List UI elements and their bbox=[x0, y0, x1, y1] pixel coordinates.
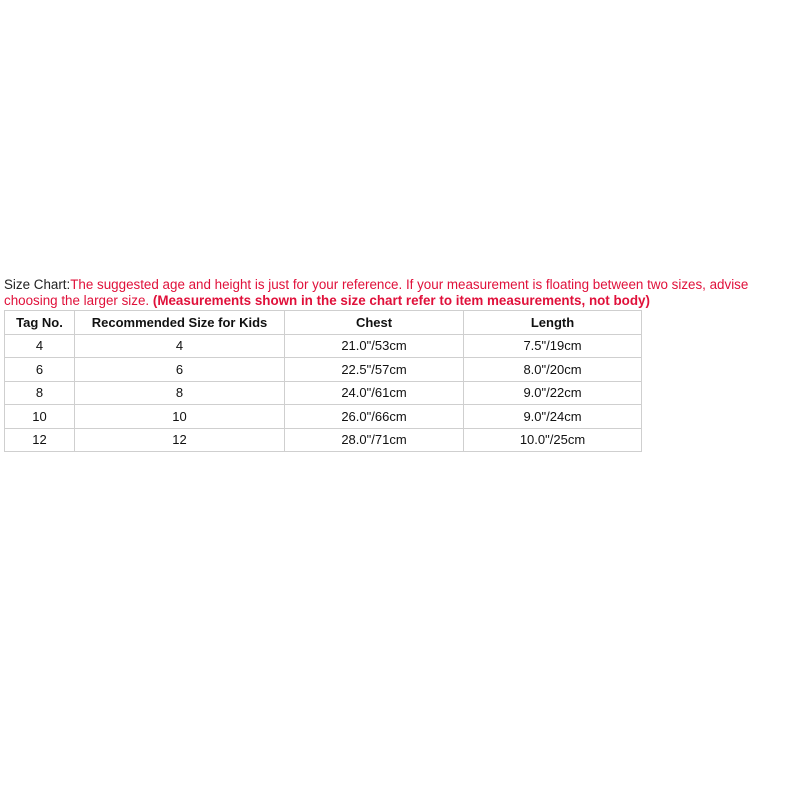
cell-length: 10.0"/25cm bbox=[464, 428, 642, 452]
size-chart-intro bbox=[4, 277, 796, 309]
header-chest: Chest bbox=[285, 311, 464, 335]
table-row bbox=[5, 405, 642, 429]
cell-recommended-size: 6 bbox=[75, 358, 285, 382]
cell-chest: 26.0"/66cm bbox=[285, 405, 464, 429]
table-header-row bbox=[5, 311, 642, 335]
table-row bbox=[5, 428, 642, 452]
table-row bbox=[5, 358, 642, 382]
cell-length: 8.0"/20cm bbox=[464, 358, 642, 382]
cell-tag-no: 6 bbox=[5, 358, 75, 382]
cell-tag-no: 12 bbox=[5, 428, 75, 452]
cell-chest: 28.0"/71cm bbox=[285, 428, 464, 452]
cell-length: 7.5"/19cm bbox=[464, 334, 642, 358]
cell-recommended-size: 8 bbox=[75, 381, 285, 405]
header-tag-no: Tag No. bbox=[5, 311, 75, 335]
reference-note: The suggested age and height is just for your reference. If your measurement is floating between two sizes, advise choosing the larger size. bbox=[4, 277, 749, 308]
cell-tag-no: 8 bbox=[5, 381, 75, 405]
cell-recommended-size: 4 bbox=[75, 334, 285, 358]
table-row bbox=[5, 334, 642, 358]
cell-chest: 24.0"/61cm bbox=[285, 381, 464, 405]
cell-recommended-size: 10 bbox=[75, 405, 285, 429]
size-chart-label: Size Chart: bbox=[4, 277, 71, 292]
header-recommended-size: Recommended Size for Kids bbox=[75, 311, 285, 335]
cell-tag-no: 4 bbox=[5, 334, 75, 358]
measurement-note: (Measurements shown in the size chart refer to item measurements, not body) bbox=[152, 293, 650, 308]
size-table bbox=[4, 310, 642, 452]
cell-recommended-size: 12 bbox=[75, 428, 285, 452]
cell-length: 9.0"/24cm bbox=[464, 405, 642, 429]
cell-tag-no: 10 bbox=[5, 405, 75, 429]
header-length: Length bbox=[464, 311, 642, 335]
cell-chest: 22.5"/57cm bbox=[285, 358, 464, 382]
cell-length: 9.0"/22cm bbox=[464, 381, 642, 405]
table-row bbox=[5, 381, 642, 405]
cell-chest: 21.0"/53cm bbox=[285, 334, 464, 358]
